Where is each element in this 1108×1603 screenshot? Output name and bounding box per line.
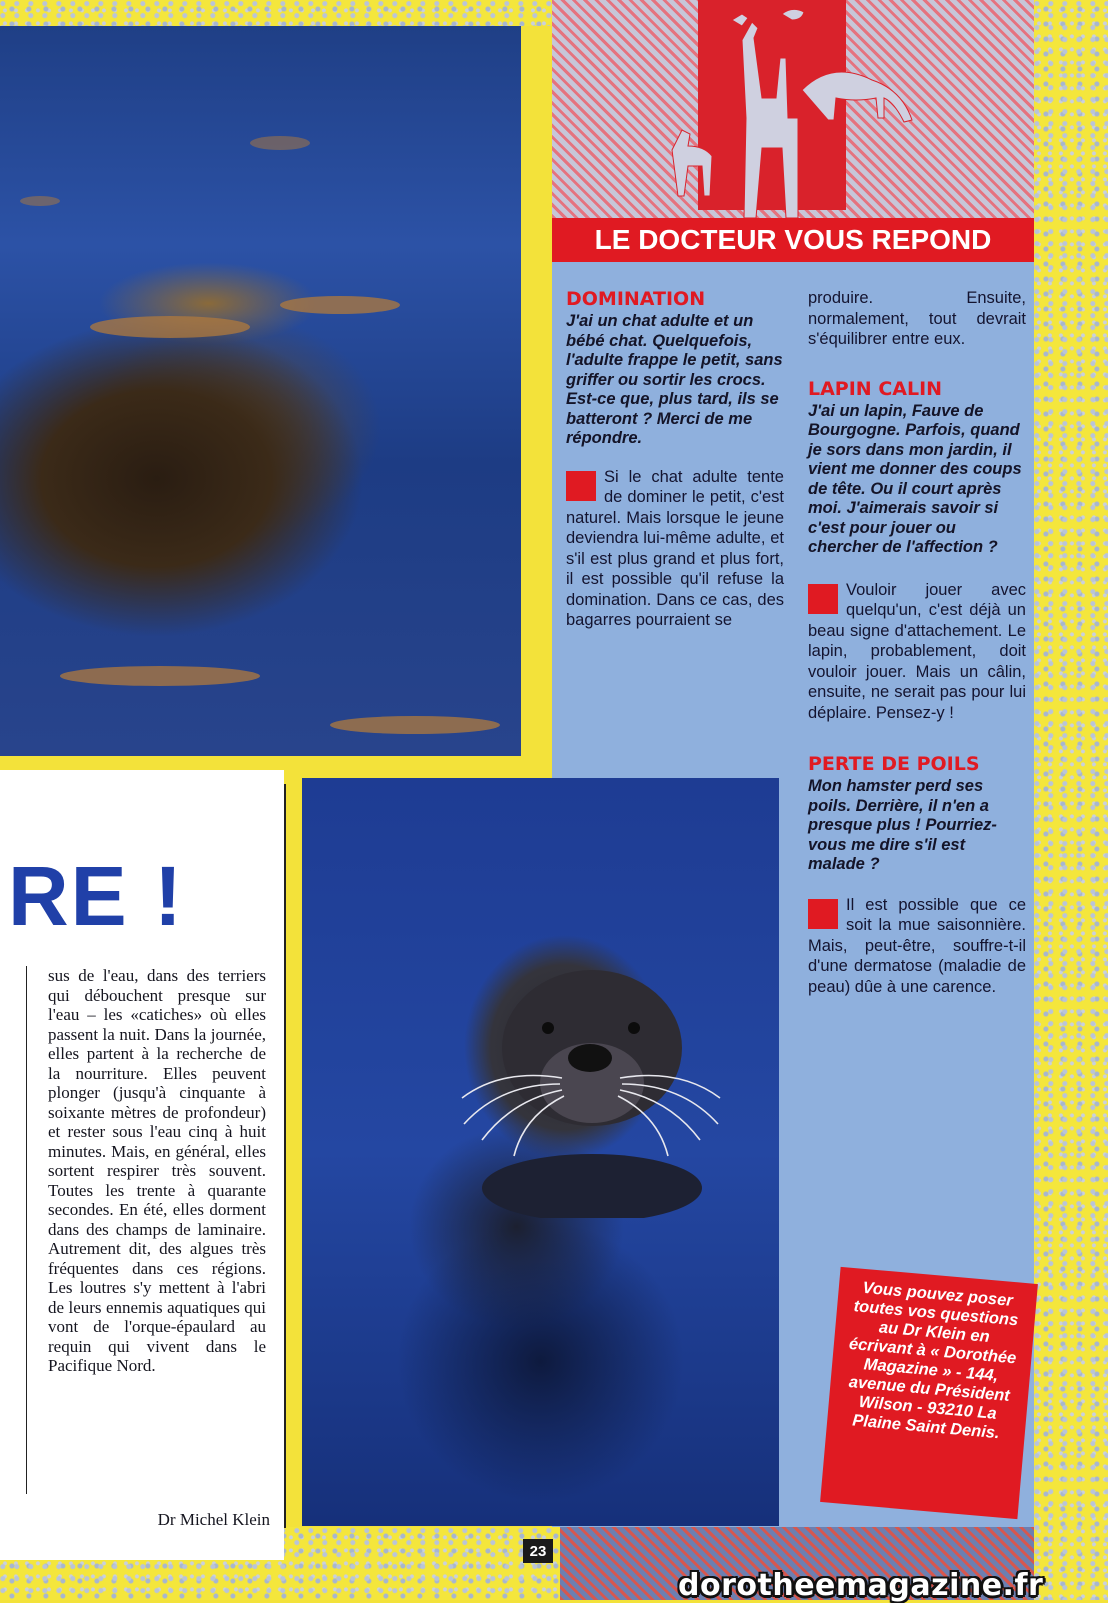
poils-question: Mon hamster perd ses poils. Derrière, il n'en a presque plus ! Pourriez-vous me dire s'il est malade ? <box>808 777 997 873</box>
domination-title: DOMINATION <box>566 288 706 310</box>
lapin-answer: Vouloir jouer avec quelqu'un, c'est déjà un beau signe d'attachement. Le lapin, probablement, doit vouloir jouer. Mais un câlin, ensuite, ne serait pas pour lui déplaire. Pensez-y ! <box>808 580 1026 722</box>
animal-illustration <box>552 0 1034 218</box>
site-watermark: dorotheemagazine.fr <box>678 1568 1044 1603</box>
contact-box: Vous pouvez poser toutes vos questions au Dr Klein en écrivant à « Dorothée Magazine » - 144, avenue du Président Wilson - 93210 La Plaine Saint Denis. <box>820 1267 1038 1519</box>
article-rule-left <box>26 966 27 1494</box>
article-author: Dr Michel Klein <box>157 1510 270 1529</box>
poils-answer: Il est possible que ce soit la mue saisonnière. Mais, peut-être, souffre-t-il d'une dermatose (maladie de peau) dûe à une carence. <box>808 895 1026 996</box>
page-number: 23 <box>523 1539 553 1563</box>
headline-fragment: RE ! <box>8 849 184 943</box>
article-rule-right <box>284 784 286 1528</box>
top-border-pattern <box>0 0 552 26</box>
domination-answer-continued: produire. Ensuite, normalement, tout devrait s'équilibrer entre eux. <box>808 289 1026 348</box>
lapin-question: J'ai un lapin, Fauve de Bourgogne. Parfois, quand je sors dans mon jardin, il vient me donner des coups de tête. Ou il court après moi. J'aimerais savoir si c'est pour jouer ou chercher de l'affection ? <box>808 401 1022 556</box>
domination-answer: Si le chat adulte tente de dominer le petit, c'est naturel. Mais lorsque le jeune deviendra lui-même adulte, et s'il est plus grand et plus fort, il est possible qu'il refuse la domination. Dans ce cas, des bagarres pourraient se <box>566 467 784 629</box>
qa-column-left <box>566 288 784 631</box>
otter-face-illustration <box>452 958 732 1218</box>
right-border-pattern <box>1034 0 1108 1600</box>
otter-photo <box>302 778 779 1526</box>
section-header: LE DOCTEUR VOUS REPOND <box>552 218 1034 262</box>
red-square-bullet <box>566 471 596 501</box>
domination-question: J'ai un chat adulte et un bébé chat. Quelquefois, l'adulte frappe le petit, sans griffer ou sortir les crocs. Est-ce que, plus tard, ils se batteront ? Merci de me répondre. <box>566 312 783 447</box>
lapin-answer-block <box>808 580 1026 724</box>
qa-column-right <box>808 288 1026 997</box>
kelp-photo <box>0 26 521 756</box>
lapin-title: LAPIN CALIN <box>808 377 943 400</box>
poils-title: PERTE DE POILS <box>808 753 980 775</box>
article-body: sus de l'eau, dans des terriers qui débouchent presque sur l'eau – les «catiches» où elles passent la nuit. Dans la journée, elles partent à la recherche de la nourriture. Elles peuvent plonger (jusqu'à cinquante à soixante mètres de profondeur) et rester sous l'eau cinq à huit minutes. Mais, en général, elles sortent respirer très souvent. Toutes les trente à quarante secondes. En été, elles dorment dans des champs de laminaire. Autrement dit, des algues très fréquentes dans ces régions. Les loutres s'y mettent à l'abri de leurs ennemis aquatiques qui vont de l'orque-épaulard au requin qui vivent dans le Pacifique Nord. <box>48 966 266 1375</box>
domination-answer-block <box>566 467 784 631</box>
red-square-bullet <box>808 584 838 614</box>
poils-answer-block <box>808 895 1026 998</box>
red-square-bullet <box>808 899 838 929</box>
